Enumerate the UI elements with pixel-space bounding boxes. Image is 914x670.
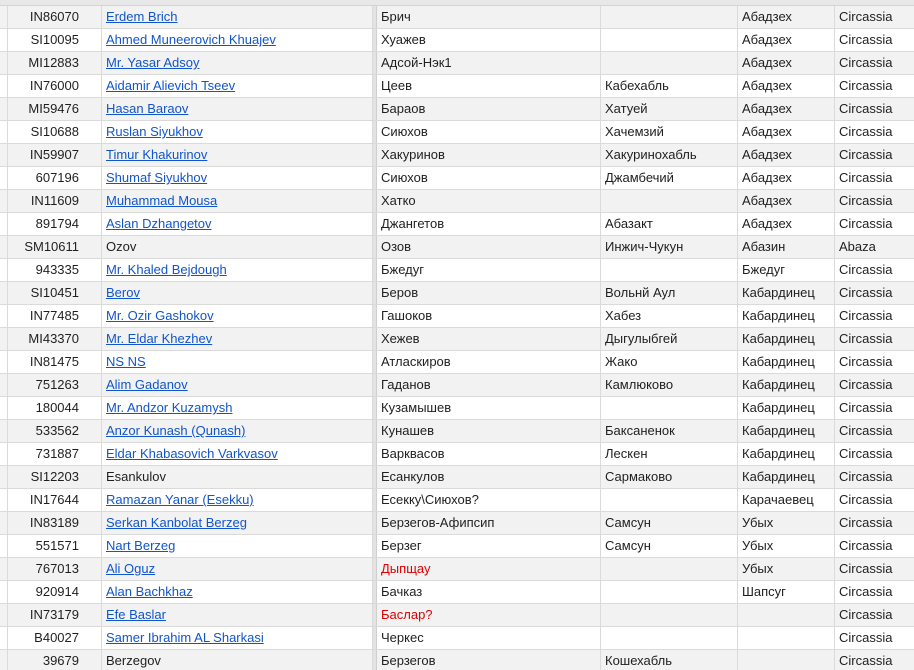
village-cell[interactable]: Хатуей	[601, 98, 738, 120]
ethnicity-cell[interactable]: Circassia	[839, 561, 893, 576]
row-leading-cell[interactable]	[0, 144, 8, 166]
surname-ru-cell[interactable]: Хатко	[377, 190, 601, 212]
ethnicity-cell[interactable]: Circassia	[839, 101, 893, 116]
table-row	[0, 351, 914, 374]
ethnicity-cell[interactable]: Circassia	[839, 331, 893, 346]
name-cell[interactable]: Berzegov	[102, 650, 373, 670]
id-cell[interactable]: 39679	[8, 650, 102, 670]
tribe-cell[interactable]: Бжедуг	[738, 259, 835, 281]
tribe-cell[interactable]: Шапсуг	[738, 581, 835, 603]
village-cell[interactable]: Самсун	[601, 512, 738, 534]
ethnicity-cell[interactable]: Circassia	[839, 492, 893, 507]
ethnicity-cell[interactable]: Circassia	[839, 170, 893, 185]
table-row	[0, 259, 914, 282]
row-leading-cell[interactable]	[0, 512, 8, 534]
name-link[interactable]: Mr. Khaled Bejdough	[102, 259, 373, 281]
tribe-cell[interactable]: Кабардинец	[738, 351, 835, 373]
name-link[interactable]: Alan Bachkhaz	[102, 581, 373, 603]
village-cell[interactable]	[601, 397, 738, 419]
table-row	[0, 29, 914, 52]
name-link[interactable]: Eldar Khabasovich Varkvasov	[102, 443, 373, 465]
village-cell[interactable]	[601, 190, 738, 212]
id-cell[interactable]: 891794	[8, 213, 102, 235]
surname-ru-cell[interactable]: Баслар?	[377, 604, 601, 626]
id-cell[interactable]: 767013	[8, 558, 102, 580]
tribe-cell[interactable]: Абадзех	[738, 52, 835, 74]
row-leading-cell[interactable]	[0, 535, 8, 557]
surname-ru-cell[interactable]: Адсой-Нэк1	[377, 52, 601, 74]
table-row	[0, 558, 914, 581]
id-cell[interactable]: 731887	[8, 443, 102, 465]
ethnicity-cell[interactable]: Circassia	[839, 607, 893, 622]
name-link[interactable]: Mr. Andzor Kuzamysh	[102, 397, 373, 419]
tribe-cell[interactable]: Абазин	[738, 236, 835, 258]
surname-ru-cell[interactable]: Цеев	[377, 75, 601, 97]
surname-ru-cell[interactable]: Сиюхов	[377, 121, 601, 143]
id-cell[interactable]: IN59907	[8, 144, 102, 166]
village-cell[interactable]	[601, 581, 738, 603]
table-row	[0, 6, 914, 29]
id-cell[interactable]: MI59476	[8, 98, 102, 120]
name-link[interactable]: Samer Ibrahim AL Sharkasi	[102, 627, 373, 649]
table-row	[0, 535, 914, 558]
table-row	[0, 512, 914, 535]
village-cell[interactable]	[601, 558, 738, 580]
table-row	[0, 213, 914, 236]
id-cell[interactable]: 751263	[8, 374, 102, 396]
tribe-cell[interactable]: Карачаевец	[738, 489, 835, 511]
tribe-cell[interactable]: Убых	[738, 558, 835, 580]
name-link[interactable]: NS NS	[102, 351, 373, 373]
tribe-cell[interactable]: Кабардинец	[738, 305, 835, 327]
row-leading-cell[interactable]	[0, 29, 8, 51]
village-cell[interactable]	[601, 52, 738, 74]
table-row	[0, 604, 914, 627]
village-cell[interactable]	[601, 259, 738, 281]
village-cell[interactable]: Кошехабль	[601, 650, 738, 670]
id-cell[interactable]: 180044	[8, 397, 102, 419]
row-leading-cell[interactable]	[0, 374, 8, 396]
ethnicity-cell[interactable]: Circassia	[839, 538, 893, 553]
village-cell[interactable]	[601, 6, 738, 28]
row-leading-cell[interactable]	[0, 6, 8, 28]
ethnicity-cell[interactable]: Circassia	[839, 653, 893, 668]
ethnicity-cell[interactable]: Circassia	[839, 469, 893, 484]
name-link[interactable]: Erdem Brich	[102, 6, 373, 28]
table-row	[0, 305, 914, 328]
surname-ru-cell[interactable]: Берзегов-Афипсип	[377, 512, 601, 534]
village-cell[interactable]: Хакуринохабль	[601, 144, 738, 166]
tribe-cell[interactable]: Кабардинец	[738, 420, 835, 442]
name-link[interactable]: Alim Gadanov	[102, 374, 373, 396]
row-leading-cell[interactable]	[0, 213, 8, 235]
table-row	[0, 489, 914, 512]
tribe-cell[interactable]: Абадзех	[738, 29, 835, 51]
name-link[interactable]: Hasan Baraov	[102, 98, 373, 120]
village-cell[interactable]: Камлюково	[601, 374, 738, 396]
id-cell[interactable]: 533562	[8, 420, 102, 442]
id-cell[interactable]: B40027	[8, 627, 102, 649]
tribe-cell[interactable]: Абадзех	[738, 144, 835, 166]
row-leading-cell[interactable]	[0, 627, 8, 649]
ethnicity-cell[interactable]: Circassia	[839, 124, 893, 139]
table-row	[0, 144, 914, 167]
ethnicity-cell[interactable]: Circassia	[839, 285, 893, 300]
village-cell[interactable]: Вольнй Аул	[601, 282, 738, 304]
name-link[interactable]: Serkan Kanbolat Berzeg	[102, 512, 373, 534]
village-cell[interactable]: Инжич-Чукун	[601, 236, 738, 258]
tribe-cell[interactable]: Кабардинец	[738, 443, 835, 465]
surname-ru-cell[interactable]: Есекку\Сиюхов?	[377, 489, 601, 511]
surname-ru-cell[interactable]: Атласкиров	[377, 351, 601, 373]
row-leading-cell[interactable]	[0, 650, 8, 670]
table-row	[0, 420, 914, 443]
tribe-cell[interactable]: Абадзех	[738, 121, 835, 143]
table-row	[0, 328, 914, 351]
surname-ru-cell[interactable]: Брич	[377, 6, 601, 28]
name-link[interactable]: Mr. Eldar Khezhev	[102, 328, 373, 350]
surname-ru-cell[interactable]: Хакуринов	[377, 144, 601, 166]
name-link[interactable]: Ahmed Muneerovich Khuajev	[102, 29, 373, 51]
table-row	[0, 98, 914, 121]
ethnicity-cell[interactable]: Circassia	[839, 216, 893, 231]
table-row	[0, 443, 914, 466]
ethnicity-cell[interactable]: Circassia	[839, 308, 893, 323]
row-leading-cell[interactable]	[0, 259, 8, 281]
village-cell[interactable]	[601, 489, 738, 511]
name-link[interactable]: Anzor Kunash (Qunash)	[102, 420, 373, 442]
name-link[interactable]: Mr. Ozir Gashokov	[102, 305, 373, 327]
tribe-cell[interactable]: Абадзех	[738, 213, 835, 235]
village-cell[interactable]: Абазакт	[601, 213, 738, 235]
village-cell[interactable]: Дыгулыбгей	[601, 328, 738, 350]
id-cell[interactable]: 943335	[8, 259, 102, 281]
village-cell[interactable]: Лескен	[601, 443, 738, 465]
row-leading-cell[interactable]	[0, 282, 8, 304]
table-row	[0, 190, 914, 213]
name-link[interactable]: Aslan Dzhangetov	[102, 213, 373, 235]
id-cell[interactable]: IN76000	[8, 75, 102, 97]
tribe-cell[interactable]: Убых	[738, 512, 835, 534]
surname-ru-cell[interactable]: Бжедуг	[377, 259, 601, 281]
id-cell[interactable]: SI10095	[8, 29, 102, 51]
village-cell[interactable]: Джамбечий	[601, 167, 738, 189]
tribe-cell[interactable]: Кабардинец	[738, 328, 835, 350]
row-leading-cell[interactable]	[0, 581, 8, 603]
row-leading-cell[interactable]	[0, 236, 8, 258]
name-link[interactable]: Muhammad Mousa	[102, 190, 373, 212]
name-link[interactable]: Berov	[102, 282, 373, 304]
surname-ru-cell[interactable]: Бачказ	[377, 581, 601, 603]
tribe-cell[interactable]: Убых	[738, 535, 835, 557]
ethnicity-cell[interactable]: Circassia	[839, 354, 893, 369]
tribe-cell[interactable]: Кабардинец	[738, 397, 835, 419]
ethnicity-cell[interactable]: Circassia	[839, 400, 893, 415]
table-row	[0, 374, 914, 397]
tribe-cell[interactable]: Абадзех	[738, 75, 835, 97]
surname-ru-cell[interactable]: Есанкулов	[377, 466, 601, 488]
table-row	[0, 282, 914, 305]
row-leading-cell[interactable]	[0, 397, 8, 419]
row-leading-cell[interactable]	[0, 351, 8, 373]
surname-ru-cell[interactable]: Варквасов	[377, 443, 601, 465]
name-link[interactable]: Timur Khakurinov	[102, 144, 373, 166]
table-row	[0, 650, 914, 670]
table-body	[0, 6, 914, 670]
row-leading-cell[interactable]	[0, 121, 8, 143]
surname-ru-cell[interactable]: Берзегов	[377, 650, 601, 670]
surname-ru-cell[interactable]: Гаданов	[377, 374, 601, 396]
row-leading-cell[interactable]	[0, 466, 8, 488]
ethnicity-cell[interactable]: Circassia	[839, 193, 893, 208]
tribe-cell[interactable]: Кабардинец	[738, 282, 835, 304]
name-link[interactable]: Mr. Yasar Adsoy	[102, 52, 373, 74]
ethnicity-cell[interactable]: Circassia	[839, 630, 893, 645]
id-cell[interactable]: SI10688	[8, 121, 102, 143]
id-cell[interactable]: IN86070	[8, 6, 102, 28]
ethnicity-cell[interactable]: Circassia	[839, 515, 893, 530]
ethnicity-cell[interactable]: Circassia	[839, 147, 893, 162]
row-leading-cell[interactable]	[0, 305, 8, 327]
tribe-cell[interactable]	[738, 604, 835, 626]
tribe-cell[interactable]: Кабардинец	[738, 374, 835, 396]
table-row	[0, 167, 914, 190]
row-leading-cell[interactable]	[0, 420, 8, 442]
name-link[interactable]: Ruslan Siyukhov	[102, 121, 373, 143]
table-row	[0, 627, 914, 650]
table-row	[0, 75, 914, 98]
row-leading-cell[interactable]	[0, 604, 8, 626]
row-leading-cell[interactable]	[0, 190, 8, 212]
surname-ru-cell[interactable]: Гашоков	[377, 305, 601, 327]
tribe-cell[interactable]	[738, 650, 835, 670]
row-leading-cell[interactable]	[0, 98, 8, 120]
row-leading-cell[interactable]	[0, 167, 8, 189]
surname-ru-cell[interactable]: Джангетов	[377, 213, 601, 235]
row-leading-cell[interactable]	[0, 52, 8, 74]
id-cell[interactable]: MI43370	[8, 328, 102, 350]
table-row	[0, 236, 914, 259]
name-link[interactable]: Ramazan Yanar (Esekku)	[102, 489, 373, 511]
id-cell[interactable]: IN11609	[8, 190, 102, 212]
id-cell[interactable]: MI12883	[8, 52, 102, 74]
id-cell[interactable]: IN77485	[8, 305, 102, 327]
village-cell[interactable]	[601, 604, 738, 626]
tribe-cell[interactable]: Абадзех	[738, 6, 835, 28]
tribe-cell[interactable]: Абадзех	[738, 98, 835, 120]
village-cell[interactable]: Жако	[601, 351, 738, 373]
table-row	[0, 397, 914, 420]
row-leading-cell[interactable]	[0, 443, 8, 465]
ethnicity-cell[interactable]: Abaza	[839, 239, 876, 254]
tribe-cell[interactable]	[738, 627, 835, 649]
surname-ru-cell[interactable]: Кунашев	[377, 420, 601, 442]
village-cell[interactable]	[601, 627, 738, 649]
village-cell[interactable]: Баксаненок	[601, 420, 738, 442]
surname-ru-cell[interactable]: Хуажев	[377, 29, 601, 51]
name-link[interactable]: Nart Berzeg	[102, 535, 373, 557]
row-leading-cell[interactable]	[0, 75, 8, 97]
surname-ru-cell[interactable]: Сиюхов	[377, 167, 601, 189]
table-row	[0, 121, 914, 144]
village-cell[interactable]	[601, 29, 738, 51]
ethnicity-cell[interactable]: Circassia	[839, 262, 893, 277]
ethnicity-cell[interactable]: Circassia	[839, 9, 893, 24]
village-cell[interactable]: Хабез	[601, 305, 738, 327]
table-row	[0, 466, 914, 489]
name-link[interactable]: Aidamir Alievich Tseev	[102, 75, 373, 97]
table-row	[0, 52, 914, 75]
row-leading-cell[interactable]	[0, 558, 8, 580]
ethnicity-cell[interactable]: Circassia	[839, 446, 893, 461]
ethnicity-cell[interactable]: Circassia	[839, 32, 893, 47]
surname-ru-cell[interactable]: Кузамышев	[377, 397, 601, 419]
village-cell[interactable]: Кабехабль	[601, 75, 738, 97]
id-cell[interactable]: 607196	[8, 167, 102, 189]
village-cell[interactable]: Сармаково	[601, 466, 738, 488]
ethnicity-cell[interactable]: Circassia	[839, 377, 893, 392]
id-cell[interactable]: SM10611	[8, 236, 102, 258]
id-cell[interactable]: 920914	[8, 581, 102, 603]
ethnicity-cell[interactable]: Circassia	[839, 78, 893, 93]
id-cell[interactable]: IN83189	[8, 512, 102, 534]
village-cell[interactable]: Самсун	[601, 535, 738, 557]
ethnicity-cell[interactable]: Circassia	[839, 584, 893, 599]
table-row	[0, 581, 914, 604]
surname-ru-cell[interactable]: Бараов	[377, 98, 601, 120]
tribe-cell[interactable]: Абадзех	[738, 167, 835, 189]
row-leading-cell[interactable]	[0, 489, 8, 511]
ethnicity-cell[interactable]: Circassia	[839, 423, 893, 438]
surname-ru-cell[interactable]: Хежев	[377, 328, 601, 350]
name-cell[interactable]: Ozov	[102, 236, 373, 258]
id-cell[interactable]: IN17644	[8, 489, 102, 511]
id-cell[interactable]: SI12203	[8, 466, 102, 488]
name-link[interactable]: Shumaf Siyukhov	[102, 167, 373, 189]
surname-ru-cell[interactable]: Дыпщау	[377, 558, 601, 580]
id-cell[interactable]: SI10451	[8, 282, 102, 304]
id-cell[interactable]: IN81475	[8, 351, 102, 373]
name-link[interactable]: Efe Baslar	[102, 604, 373, 626]
name-cell[interactable]: Esankulov	[102, 466, 373, 488]
village-cell[interactable]: Хачемзий	[601, 121, 738, 143]
surname-ru-cell[interactable]: Беров	[377, 282, 601, 304]
surname-ru-cell[interactable]: Озов	[377, 236, 601, 258]
surname-ru-cell[interactable]: Черкес	[377, 627, 601, 649]
tribe-cell[interactable]: Кабардинец	[738, 466, 835, 488]
id-cell[interactable]: IN73179	[8, 604, 102, 626]
ethnicity-cell[interactable]: Circassia	[839, 55, 893, 70]
id-cell[interactable]: 551571	[8, 535, 102, 557]
surname-ru-cell[interactable]: Берзег	[377, 535, 601, 557]
tribe-cell[interactable]: Абадзех	[738, 190, 835, 212]
name-link[interactable]: Ali Oguz	[102, 558, 373, 580]
row-leading-cell[interactable]	[0, 328, 8, 350]
